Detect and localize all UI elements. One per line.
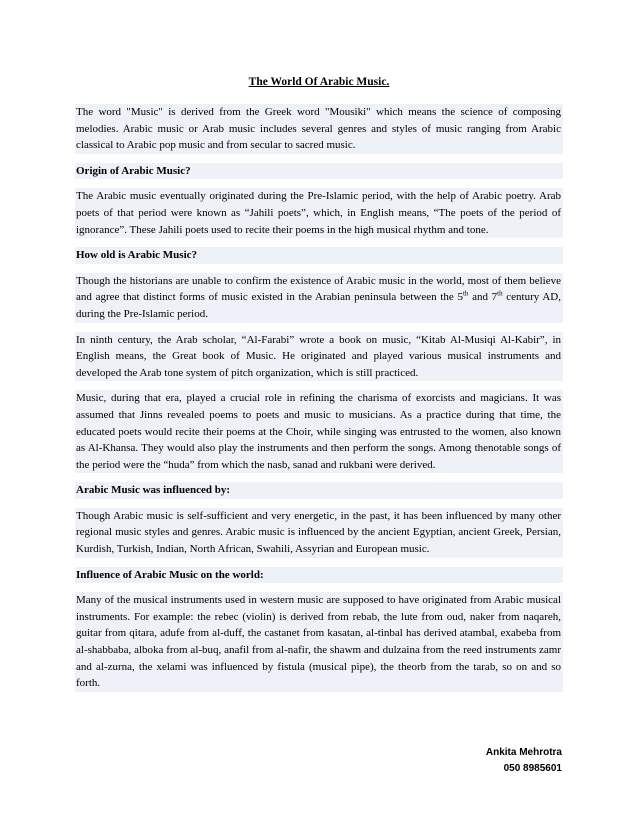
age-superscript-2: th	[497, 289, 503, 298]
author-phone: 050 8985601	[503, 762, 562, 774]
age-paragraph	[75, 273, 563, 323]
age-heading: How old is Arabic Music?	[75, 247, 563, 264]
age-superscript-1: th	[462, 289, 469, 298]
origin-heading: Origin of Arabic Music?	[75, 163, 563, 180]
influenced-paragraph: Though Arabic music is self-sufficient and very energetic, in the past, it has been influenced by many other regional music styles and genres. Arabic music is influenced by the ancient Egyptian, ancient Greek, Persian, Kurdish, Turkish, Indian, North African, Swahili, Assyrian and European music.	[75, 508, 563, 558]
era-paragraph: Music, during that era, played a crucial role in refining the charisma of exorcists and magicians. It was assumed that Jinns revealed poems to poets and music to musicians. As a practice during that time, the educated poets would recite their poems at the Choir, while singing was entrusted to the women, also known as Al-Khansa. They would also play the instruments and then perform the songs. Among thenotable songs of the period were the “huda” from which the nasb, sanad and rukbani were derived.	[75, 390, 563, 473]
influenced-heading: Arabic Music was influenced by:	[75, 482, 563, 499]
influence-heading: Influence of Arabic Music on the world:	[75, 567, 563, 584]
document-title: The World Of Arabic Music.	[248, 76, 390, 88]
age-text-part1: Though the historians are unable to confirm the existence of Arabic music in the world, most of them believe and agree that distinct forms of music existed in the Arabian peninsula between the 5	[76, 274, 561, 304]
author-name: Ankita Mehrotra	[485, 747, 562, 758]
author-signature	[486, 745, 562, 776]
age-text-part3: century AD, during the Pre-Islamic period.	[76, 291, 561, 320]
age-text-part2: and 7	[468, 291, 498, 304]
farabi-paragraph: In ninth century, the Arab scholar, “Al-Farabi” wrote a book on music, “Kitab Al-Musiqi Al-Kabir”, in English means, the Great book of Music. He originated and played various musical instruments and developed the Arab tone system of pitch organization, which is still practiced.	[75, 332, 563, 382]
influence-paragraph: Many of the musical instruments used in western music are supposed to have originated from Arabic musical instruments. For example: the rebec (violin) is derived from rebab, the lute from oud, naker from naqareh, guitar from qitara, adufe from al-duff, the castanet from kasatan, al-tinbal has derived atambal, exabeba from al-shabbaba, alboka from al-buq, anafil from al-nafir, the shawm and dulzaina from the reed instruments zamr and al-zurna, the xelami was influenced by fistula (musical pipe), the theorb from the tarab, so on and so forth.	[75, 592, 563, 692]
document-body	[75, 104, 563, 701]
intro-paragraph: The word "Music" is derived from the Greek word "Mousiki" which means the science of composing melodies. Arabic music or Arab music includes several genres and styles of music ranging from Arabic classical to Arabic pop music and from secular to sacred music.	[75, 104, 563, 154]
origin-paragraph: The Arabic music eventually originated during the Pre-Islamic period, with the help of Arabic poetry. Arab poets of that period were known as “Jahili poets”, which, in English means, “The poets of the period of ignorance”. These Jahili poets used to recite their poems in the high musical rhythm and tone.	[75, 188, 563, 238]
